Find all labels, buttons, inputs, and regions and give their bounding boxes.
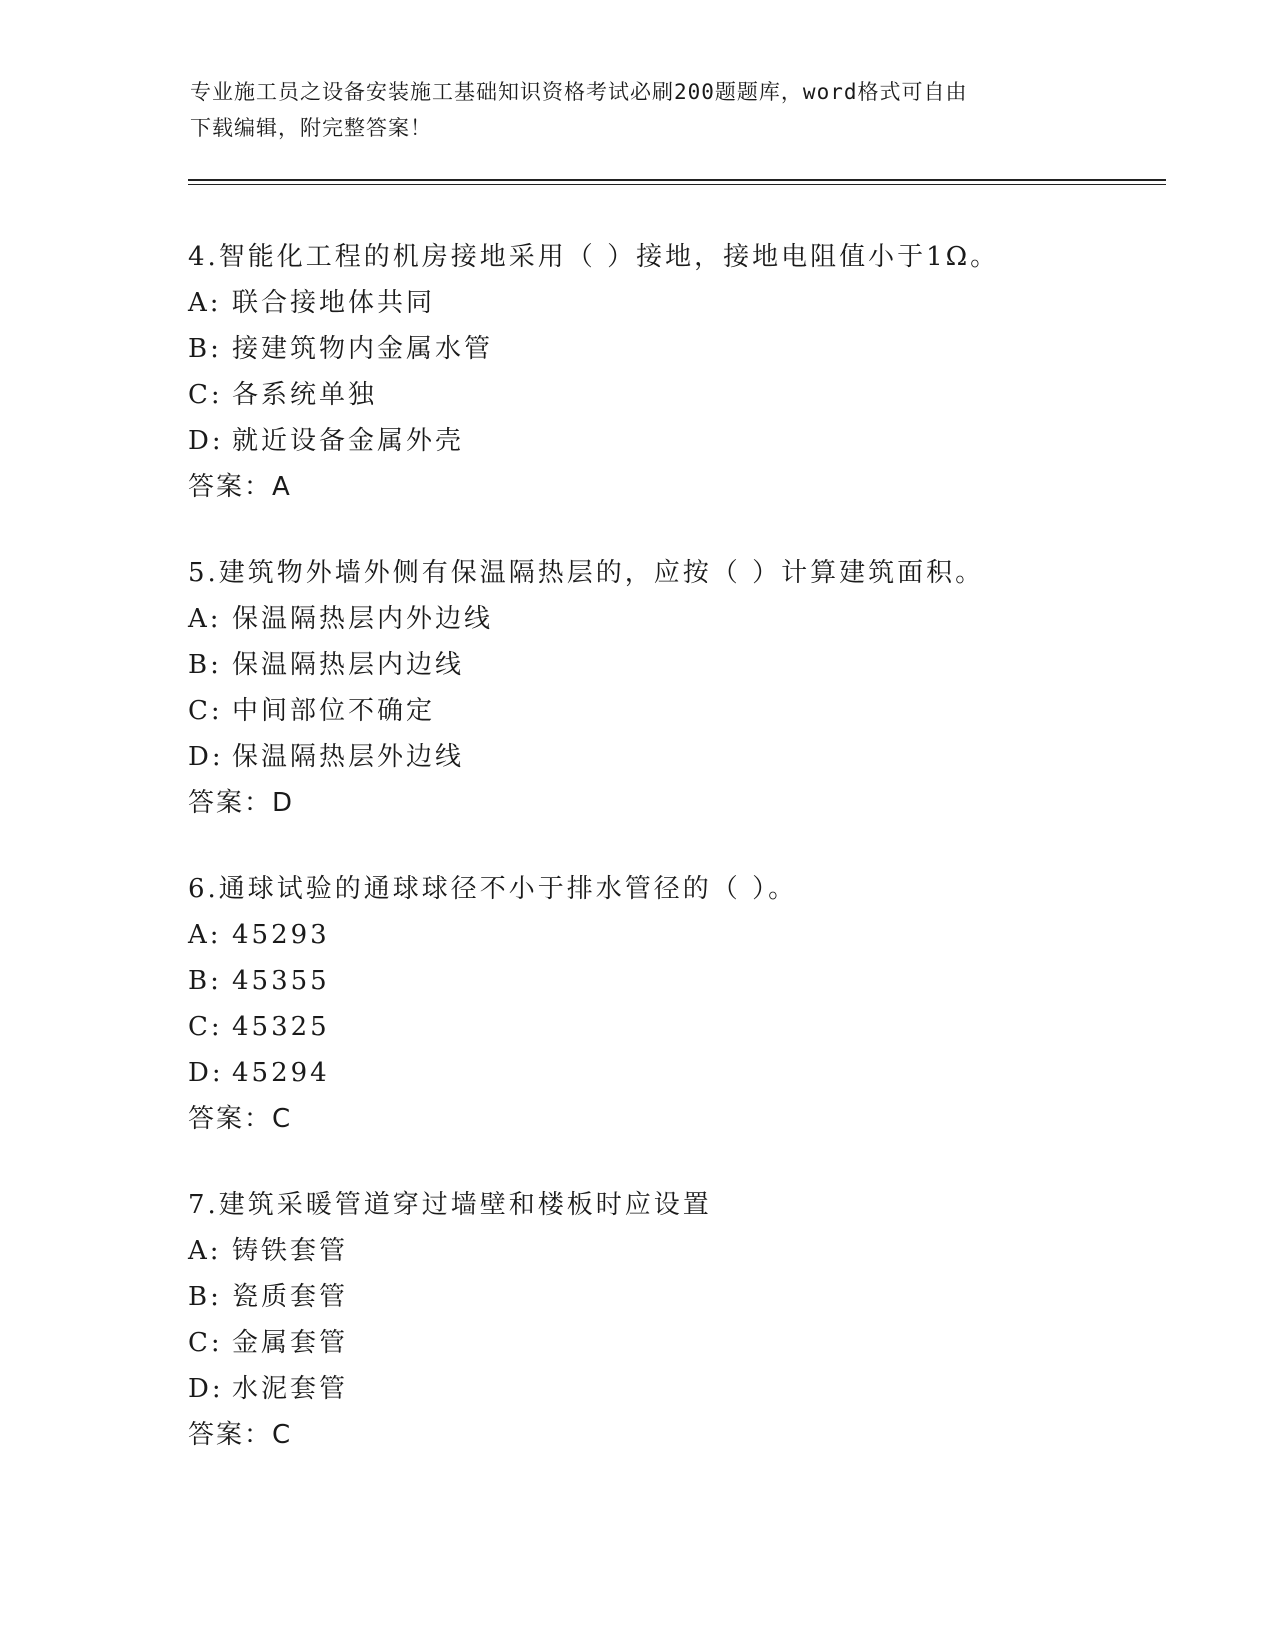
document-header (190, 74, 1090, 146)
option-d (188, 1366, 1168, 1412)
option-key: D: (188, 426, 224, 456)
option-key: D: (188, 742, 224, 772)
option-c (188, 372, 1168, 418)
option-c (188, 1004, 1168, 1050)
option-text: 各系统单独 (232, 380, 378, 410)
option-key: A: (188, 1236, 222, 1266)
option-key: D: (188, 1374, 224, 1404)
question-list (188, 234, 1168, 1498)
option-text: 保温隔热层外边线 (232, 742, 465, 772)
header-line-2: 下载编辑，附完整答案！ (190, 116, 432, 140)
option-d (188, 1050, 1168, 1096)
option-a (188, 912, 1168, 958)
option-d (188, 734, 1168, 780)
option-b (188, 642, 1168, 688)
option-a (188, 1228, 1168, 1274)
option-text: 保温隔热层内边线 (232, 650, 465, 680)
option-text: 保温隔热层内外边线 (232, 604, 494, 634)
question-stem: 6.通球试验的通球球径不小于排水管径的（ ）。 (188, 874, 798, 904)
header-line-1: 专业施工员之设备安装施工基础知识资格考试必刷200题题库，word格式可自由 (190, 80, 968, 104)
answer-line: 答案：D (188, 788, 295, 818)
option-key: A: (188, 604, 222, 634)
option-key: B: (188, 1282, 222, 1312)
option-text: 就近设备金属外壳 (232, 426, 465, 456)
option-key: B: (188, 966, 222, 996)
option-c (188, 1320, 1168, 1366)
option-key: C: (188, 696, 223, 726)
option-text: 45355 (232, 966, 330, 996)
option-b (188, 958, 1168, 1004)
option-key: C: (188, 380, 223, 410)
header-divider-top (188, 179, 1166, 181)
question-6 (188, 866, 1168, 1142)
option-text: 水泥套管 (232, 1374, 349, 1404)
option-c (188, 688, 1168, 734)
option-text: 联合接地体共同 (232, 288, 436, 318)
question-stem: 4.智能化工程的机房接地采用（ ）接地，接地电阻值小于1Ω。 (188, 242, 1000, 272)
question-stem: 7.建筑采暖管道穿过墙壁和楼板时应设置 (188, 1190, 712, 1220)
option-key: C: (188, 1012, 223, 1042)
option-text: 金属套管 (232, 1328, 349, 1358)
option-key: B: (188, 650, 222, 680)
option-key: A: (188, 288, 222, 318)
option-text: 瓷质套管 (232, 1282, 349, 1312)
header-divider-bottom (188, 184, 1166, 185)
option-b (188, 1274, 1168, 1320)
option-text: 45294 (232, 1058, 330, 1088)
option-key: B: (188, 334, 222, 364)
option-key: D: (188, 1058, 224, 1088)
question-5 (188, 550, 1168, 826)
question-stem: 5.建筑物外墙外侧有保温隔热层的，应按（ ）计算建筑面积。 (188, 558, 985, 588)
question-7 (188, 1182, 1168, 1458)
option-text: 45293 (232, 920, 330, 950)
option-a (188, 280, 1168, 326)
option-text: 铸铁套管 (232, 1236, 349, 1266)
option-b (188, 326, 1168, 372)
question-4 (188, 234, 1168, 510)
option-a (188, 596, 1168, 642)
option-key: C: (188, 1328, 223, 1358)
option-text: 45325 (232, 1012, 330, 1042)
option-key: A: (188, 920, 222, 950)
answer-line: 答案：A (188, 472, 292, 502)
answer-line: 答案：C (188, 1104, 293, 1134)
answer-line: 答案：C (188, 1420, 293, 1450)
option-text: 接建筑物内金属水管 (232, 334, 494, 364)
option-d (188, 418, 1168, 464)
option-text: 中间部位不确定 (232, 696, 436, 726)
